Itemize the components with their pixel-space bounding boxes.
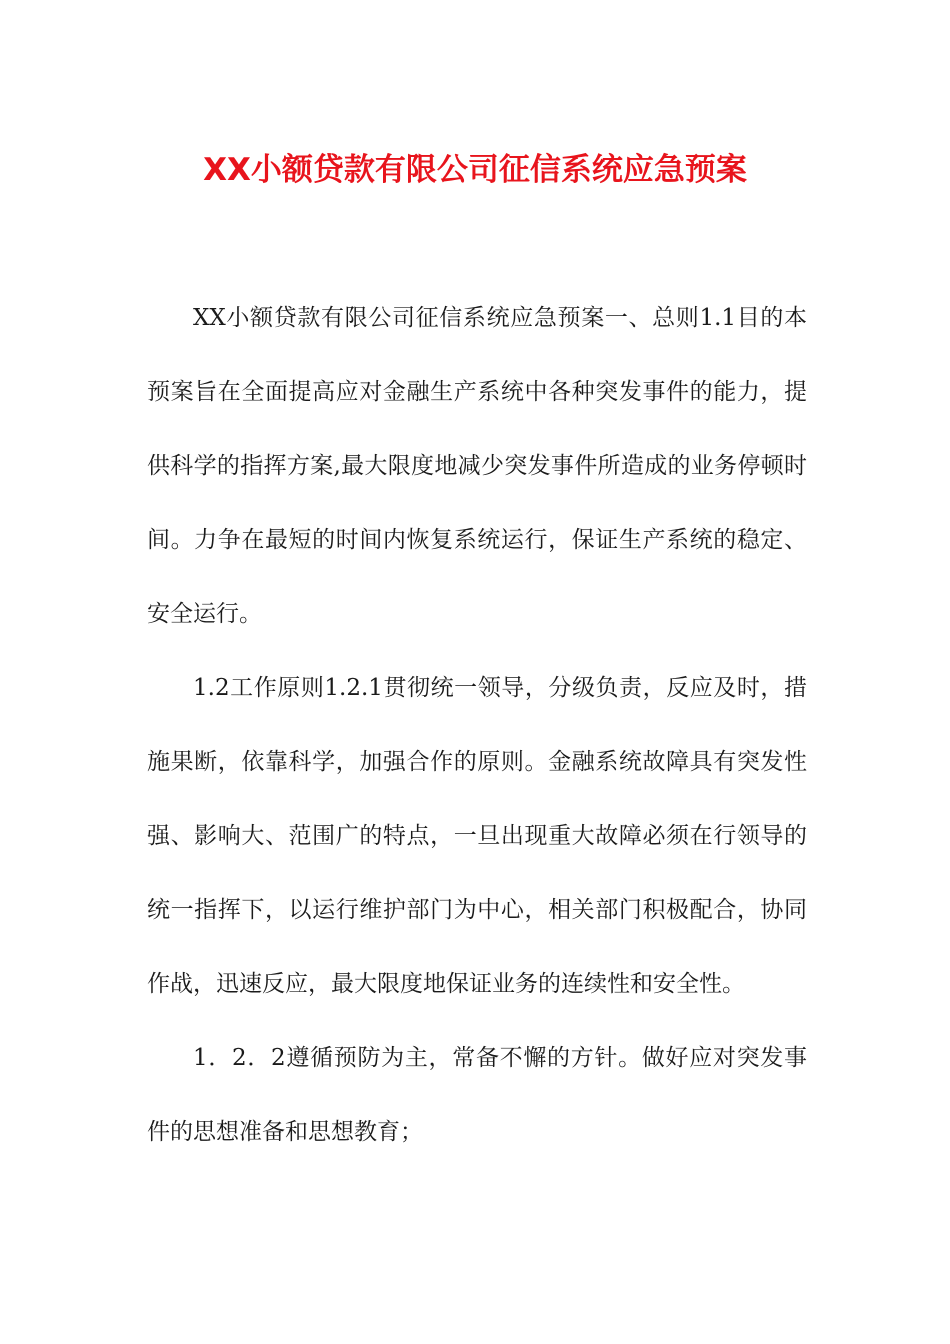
paragraph-prevention-policy: 1．2．2遵循预防为主，常备不懈的方针。做好应对突发事件的思想准备和思想教育； — [147, 1045, 807, 1145]
document-title: XX小额贷款有限公司征信系统应急预案 — [203, 152, 747, 188]
paragraph-working-principle: 1.2工作原则1.2.1贯彻统一领导，分级负责，反应及时，措施果断，依靠科学，加强合作的原则。金融系统故障具有突发性强、影响大、范围广的特点，一旦出现重大故障必须在行领导的统一指挥下，以运行维护部门为中心，相关部门积极配合，协同作战，迅速反应，最大限度地保证业务的连续性和安全性。 — [147, 675, 807, 997]
paragraph-general-purpose: XX小额贷款有限公司征信系统应急预案一、总则1.1目的本预案旨在全面提高应对金融生产系统中各种突发事件的能力，提供科学的指挥方案,最大限度地减少突发事件所造成的业务停顿时间。力争在最短的时间内恢复系统运行，保证生产系统的稳定、安全运行。 — [147, 305, 807, 627]
document-body — [147, 281, 807, 1169]
